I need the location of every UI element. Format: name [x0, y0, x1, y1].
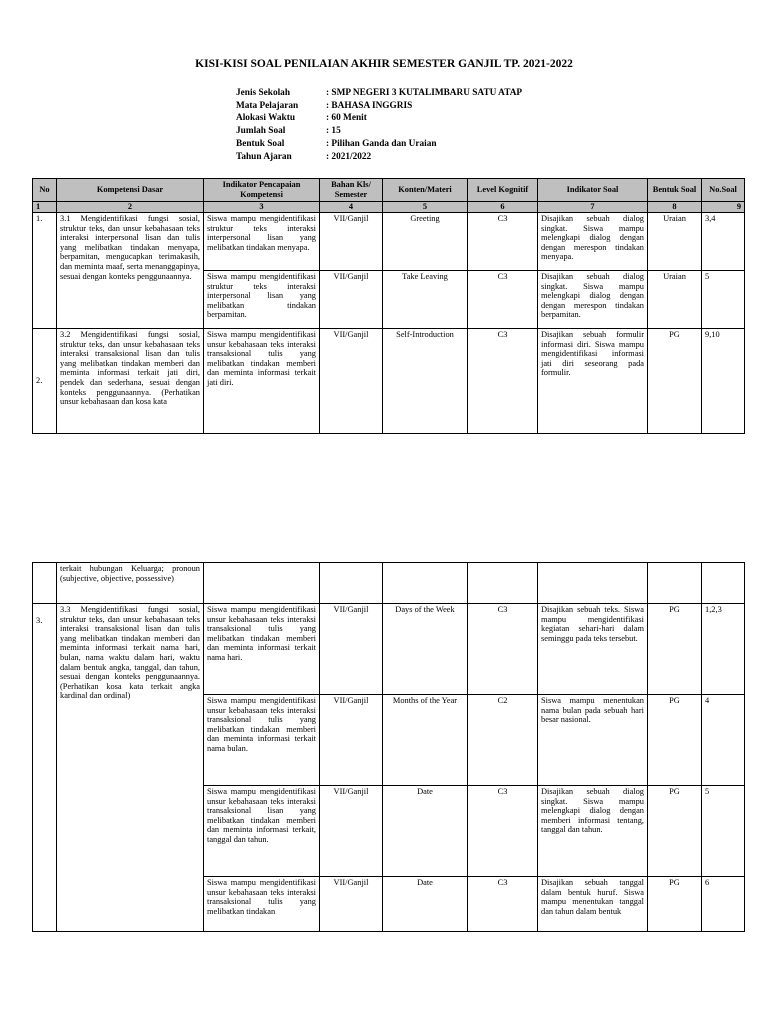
header-cell: Bahan Kls/ Semester	[320, 179, 383, 202]
nomor-soal: 5	[702, 786, 745, 877]
indikator-soal: Disajikan sebuah formulir informasi diri. Siswa mampu mengidentifikasi informasi jati diri seseorang pada formulir.	[538, 329, 648, 434]
grid-table-part-2	[32, 562, 745, 932]
level-kognitif: C3	[468, 329, 538, 434]
info-label: Alokasi Waktu	[236, 113, 295, 124]
kompetensi-dasar: 3.1 Mengidentifikasi fungsi sosial, struktur teks, dan unsur kebahasaan teks interaksi interpersonal lisan dan tulis yang melibatkan tindakan menyapa, berpamitan, mengucapkan terimakasih, dan meminta maaf, serta menanggapinya, sesuai dengan konteks penggunaannya.	[57, 213, 204, 329]
column-number: 7	[538, 202, 648, 213]
empty-cell	[204, 563, 320, 604]
info-label: Bentuk Soal	[236, 138, 285, 149]
empty-cell	[320, 563, 383, 604]
row-no: 3.	[33, 604, 57, 932]
kompetensi-dasar: 3.2 Mengidentifikasi fungsi sosial, struktur teks, dan unsur kebahasaan teks interaksi transaksional lisan dan tulis yang melibatkan tindakan memberi dan meminta informasi terkait jati diri, pendek dan sederhana, sesuai dengan konteks penggunaannya. (Perhatikan unsur kebahasaan dan kosa kata	[57, 329, 204, 434]
header-cell: No	[33, 179, 57, 202]
info-label: Jumlah Soal	[236, 126, 286, 137]
level-kognitif: C3	[468, 604, 538, 695]
header-cell: Indikator Soal	[538, 179, 648, 202]
nomor-soal: 6	[702, 877, 745, 932]
indikator-pencapaian: Siswa mampu mengidentifikasi unsur kebahasaan teks interaksi transaksional tulis yang melibatkan tindakan memberi dan meminta informasi terkait nama hari.	[204, 604, 320, 695]
info-value: : 2021/2022	[326, 151, 372, 162]
column-number: 3	[204, 202, 320, 213]
column-number-row	[33, 202, 745, 213]
column-number: 2	[57, 202, 204, 213]
nomor-soal: 9,10	[702, 329, 745, 434]
indikator-pencapaian: Siswa mampu mengidentifikasi unsur kebahasaan teks interaksi transaksional lisan yang melibatkan tindakan memberi dan meminta informasi terkait, tanggal dan tahun.	[204, 786, 320, 877]
table-row	[33, 604, 745, 695]
kelas-semester: VII/Ganjil	[320, 271, 383, 329]
level-kognitif: C3	[468, 786, 538, 877]
info-value: : Pilihan Ganda dan Uraian	[326, 138, 437, 149]
konten-materi: Take Leaving	[383, 271, 468, 329]
column-number: 1	[33, 202, 57, 213]
bentuk-soal: PG	[648, 877, 702, 932]
indikator-pencapaian: Siswa mampu mengidentifikasi unsur kebahasaan teks interaksi transaksional tulis yang melibatkan tindakan memberi dan meminta informasi terkait nama bulan.	[204, 695, 320, 786]
info-value: : BAHASA INGGRIS	[326, 100, 413, 111]
indikator-soal: Disajikan sebuah dialog singkat. Siswa mampu melengkapi dialog dengan dengan merespon tindakan menyapa.	[538, 213, 648, 271]
info-row-year	[236, 151, 522, 164]
info-row-school	[236, 87, 522, 100]
grid-table-part-1	[32, 178, 745, 434]
konten-materi: Days of the Week	[383, 604, 468, 695]
indikator-pencapaian: Siswa mampu mengidentifikasi unsur kebahasaan teks interaksi transaksional tulis yang melibatkan tindakan	[204, 877, 320, 932]
info-label: Jenis Sekolah	[236, 88, 290, 98]
indikator-pencapaian: Siswa mampu mengidentifikasi struktur teks interaksi interpersonal lisan yang melibatkan tindakan menyapa.	[204, 213, 320, 271]
header-cell: Indikator Pencapaian Kompetensi	[204, 179, 320, 202]
document-info	[236, 87, 522, 163]
table-row	[33, 213, 745, 271]
bentuk-soal: Uraian	[648, 213, 702, 271]
kelas-semester: VII/Ganjil	[320, 695, 383, 786]
indikator-pencapaian: Siswa mampu mengidentifikasi unsur kebahasaan teks interaksi transaksional tulis yang melibatkan tindakan memberi dan meminta informasi terkait jati diri.	[204, 329, 320, 434]
info-row-subject	[236, 100, 522, 113]
bentuk-soal: PG	[648, 695, 702, 786]
empty-cell	[702, 563, 745, 604]
konten-materi: Self-Introduction	[383, 329, 468, 434]
bentuk-soal: PG	[648, 329, 702, 434]
table-row	[33, 329, 745, 434]
konten-materi: Date	[383, 786, 468, 877]
column-number: 5	[383, 202, 468, 213]
info-row-form	[236, 138, 522, 151]
info-value: : 15	[326, 126, 341, 137]
indikator-soal: Disajikan sebuah tanggal dalam bentuk huruf. Siswa mampu menentukan tanggal dan tahun dalam bentuk	[538, 877, 648, 932]
header-cell: Level Kognitif	[468, 179, 538, 202]
bentuk-soal: PG	[648, 604, 702, 695]
level-kognitif: C3	[468, 271, 538, 329]
level-kognitif: C2	[468, 695, 538, 786]
kelas-semester: VII/Ganjil	[320, 329, 383, 434]
info-row-count	[236, 125, 522, 138]
kompetensi-dasar: 3.3 Mengidentifikasi fungsi sosial, struktur teks, dan unsur kebahasaan teks interaksi transaksional lisan dan tulis yang melibatkan tindakan memberi dan meminta informasi terkait nama hari, bulan, nama waktu dalam hari, waktu dalam bentuk angka, tanggal, dan tahun, sesuai dengan konteks penggunaannya. (Perhatikan kosa kata terkait angka kardinal dan ordinal)	[57, 604, 204, 932]
kompetensi-dasar: terkait hubungan Keluarga; pronoun (subjective, objective, possessive)	[57, 563, 204, 604]
column-number: 8	[648, 202, 702, 213]
row-no	[33, 563, 57, 604]
info-label: Mata Pelajaran	[236, 100, 299, 111]
kelas-semester: VII/Ganjil	[320, 877, 383, 932]
info-value: : 60 Menit	[326, 113, 367, 124]
header-cell: Bentuk Soal	[648, 179, 702, 202]
konten-materi: Months of the Year	[383, 695, 468, 786]
bentuk-soal: PG	[648, 786, 702, 877]
empty-cell	[468, 563, 538, 604]
level-kognitif: C3	[468, 877, 538, 932]
kelas-semester: VII/Ganjil	[320, 786, 383, 877]
indikator-pencapaian: Siswa mampu mengidentifikasi struktur teks interaksi interpersonal lisan yang melibatkan tindakan berpamitan.	[204, 271, 320, 329]
row-no: 1.	[33, 213, 57, 329]
nomor-soal: 5	[702, 271, 745, 329]
header-cell: Kompetensi Dasar	[57, 179, 204, 202]
indikator-soal: Siswa mampu menentukan nama bulan pada sebuah hari besar nasional.	[538, 695, 648, 786]
info-label: Tahun Ajaran	[236, 151, 292, 162]
konten-materi: Greeting	[383, 213, 468, 271]
empty-cell	[383, 563, 468, 604]
level-kognitif: C3	[468, 213, 538, 271]
indikator-soal: Disajikan sebuah dialog singkat. Siswa mampu melengkapi dialog dengan dengan merespon tindakan berpamitan.	[538, 271, 648, 329]
nomor-soal: 3,4	[702, 213, 745, 271]
column-number: 9	[702, 202, 745, 213]
header-cell: No.Soal	[702, 179, 745, 202]
konten-materi: Date	[383, 877, 468, 932]
nomor-soal: 1,2,3	[702, 604, 745, 695]
info-row-time	[236, 112, 522, 125]
kelas-semester: VII/Ganjil	[320, 604, 383, 695]
table-row-continuation	[33, 563, 745, 604]
empty-cell	[648, 563, 702, 604]
header-row	[33, 179, 745, 202]
column-number: 4	[320, 202, 383, 213]
empty-cell	[538, 563, 648, 604]
row-no: 2.	[33, 329, 57, 434]
page-title: KISI-KISI SOAL PENILAIAN AKHIR SEMESTER GANJIL TP. 2021-2022	[195, 58, 573, 70]
nomor-soal: 4	[702, 695, 745, 786]
column-number: 6	[468, 202, 538, 213]
info-value: : SMP NEGERI 3 KUTALIMBARU SATU ATAP	[326, 88, 523, 98]
header-cell: Konten/Materi	[383, 179, 468, 202]
indikator-soal: Disajikan sebuah dialog singkat. Siswa mampu melengkapi dialog dengan memberi informasi tentang, tanggal dan tahun.	[538, 786, 648, 877]
indikator-soal: Disajikan sebuah teks. Siswa mampu mengidentifikasi kegiatan sehari-hari dalam seminggu pada teks tersebut.	[538, 604, 648, 695]
bentuk-soal: Uraian	[648, 271, 702, 329]
kelas-semester: VII/Ganjil	[320, 213, 383, 271]
